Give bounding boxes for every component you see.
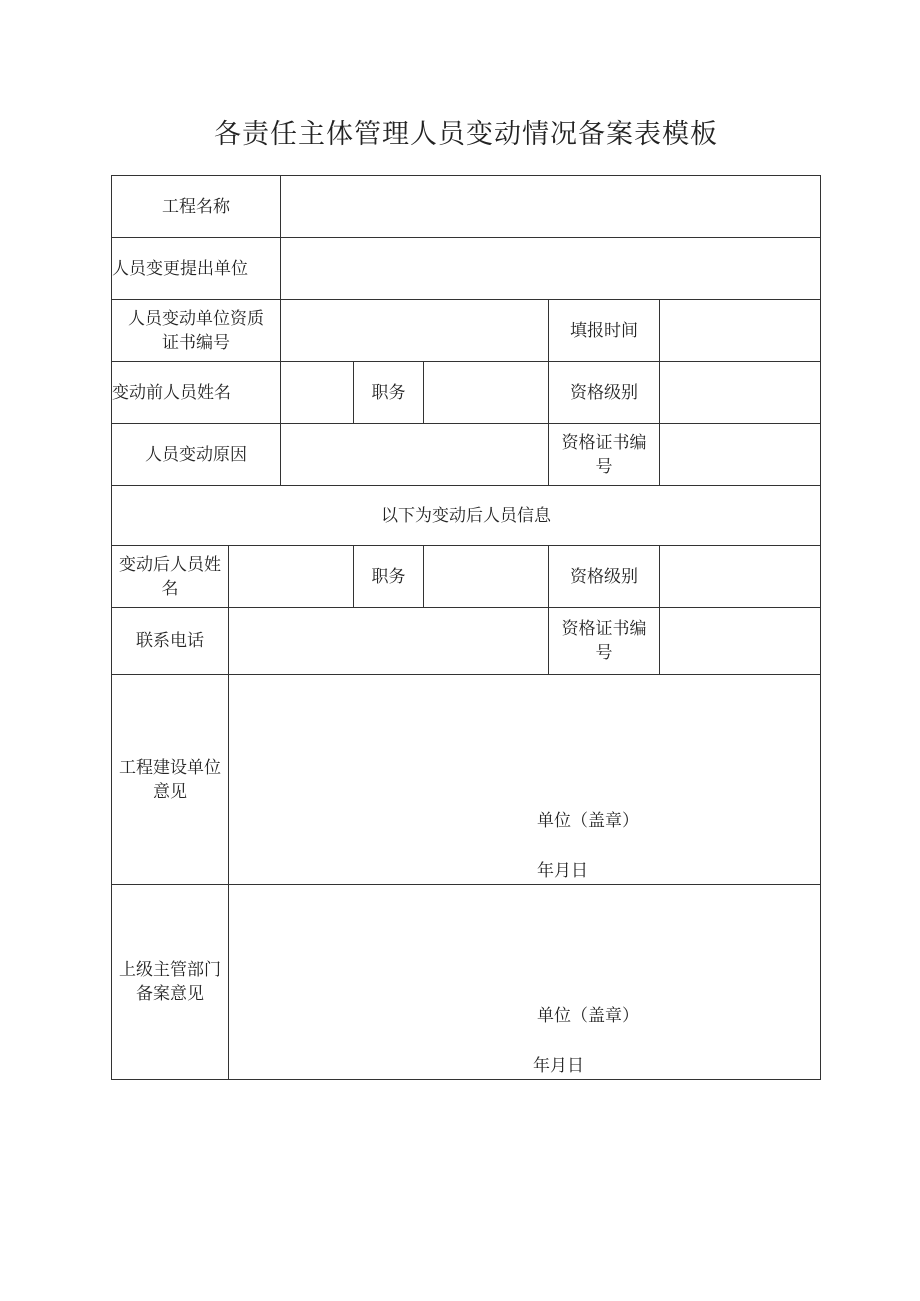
phone-field[interactable] bbox=[229, 608, 549, 675]
unit-cert-field[interactable] bbox=[281, 300, 549, 362]
change-reason-field[interactable] bbox=[281, 424, 549, 486]
after-section-header: 以下为变动后人员信息 bbox=[112, 486, 821, 546]
superior-opinion-field[interactable] bbox=[229, 885, 821, 1080]
fill-time-field[interactable] bbox=[660, 300, 821, 362]
after-position-label: 职务 bbox=[354, 546, 424, 608]
after-name-label: 变动后人员姓名 bbox=[112, 546, 229, 608]
after-qualification-level-field[interactable] bbox=[660, 546, 821, 608]
before-position-field[interactable] bbox=[424, 362, 549, 424]
after-qualification-level-label: 资格级别 bbox=[549, 546, 660, 608]
record-form-table bbox=[111, 175, 821, 1080]
before-qualification-cert-label: 资格证书编号 bbox=[549, 424, 660, 486]
page-title: 各责任主体管理人员变动情况备案表模板 bbox=[214, 119, 718, 150]
proposer-unit-label: 人员变更提出单位 bbox=[112, 238, 281, 300]
fill-time-label: 填报时间 bbox=[549, 300, 660, 362]
before-name-field[interactable] bbox=[281, 362, 354, 424]
before-qualification-cert-field[interactable] bbox=[660, 424, 821, 486]
superior-date-label: 年月日 bbox=[533, 1056, 584, 1076]
after-qualification-cert-field[interactable] bbox=[660, 608, 821, 675]
superior-seal-label: 单位（盖章） bbox=[537, 1006, 639, 1026]
construction-seal-label: 单位（盖章） bbox=[537, 811, 639, 831]
construction-opinion-field[interactable] bbox=[229, 675, 821, 885]
after-position-field[interactable] bbox=[424, 546, 549, 608]
before-position-label: 职务 bbox=[354, 362, 424, 424]
project-name-field[interactable] bbox=[281, 176, 821, 238]
change-reason-label: 人员变动原因 bbox=[112, 424, 281, 486]
superior-opinion-label: 上级主管部门备案意见 bbox=[112, 885, 229, 1080]
after-name-field[interactable] bbox=[229, 546, 354, 608]
before-qualification-level-field[interactable] bbox=[660, 362, 821, 424]
proposer-unit-field[interactable] bbox=[281, 238, 821, 300]
before-name-label: 变动前人员姓名 bbox=[112, 362, 281, 424]
project-name-label: 工程名称 bbox=[112, 176, 281, 238]
unit-cert-label: 人员变动单位资质证书编号 bbox=[112, 300, 281, 362]
construction-opinion-label: 工程建设单位意见 bbox=[112, 675, 229, 885]
after-qualification-cert-label: 资格证书编号 bbox=[549, 608, 660, 675]
phone-label: 联系电话 bbox=[112, 608, 229, 675]
construction-date-label: 年月日 bbox=[537, 861, 588, 881]
before-qualification-level-label: 资格级别 bbox=[549, 362, 660, 424]
